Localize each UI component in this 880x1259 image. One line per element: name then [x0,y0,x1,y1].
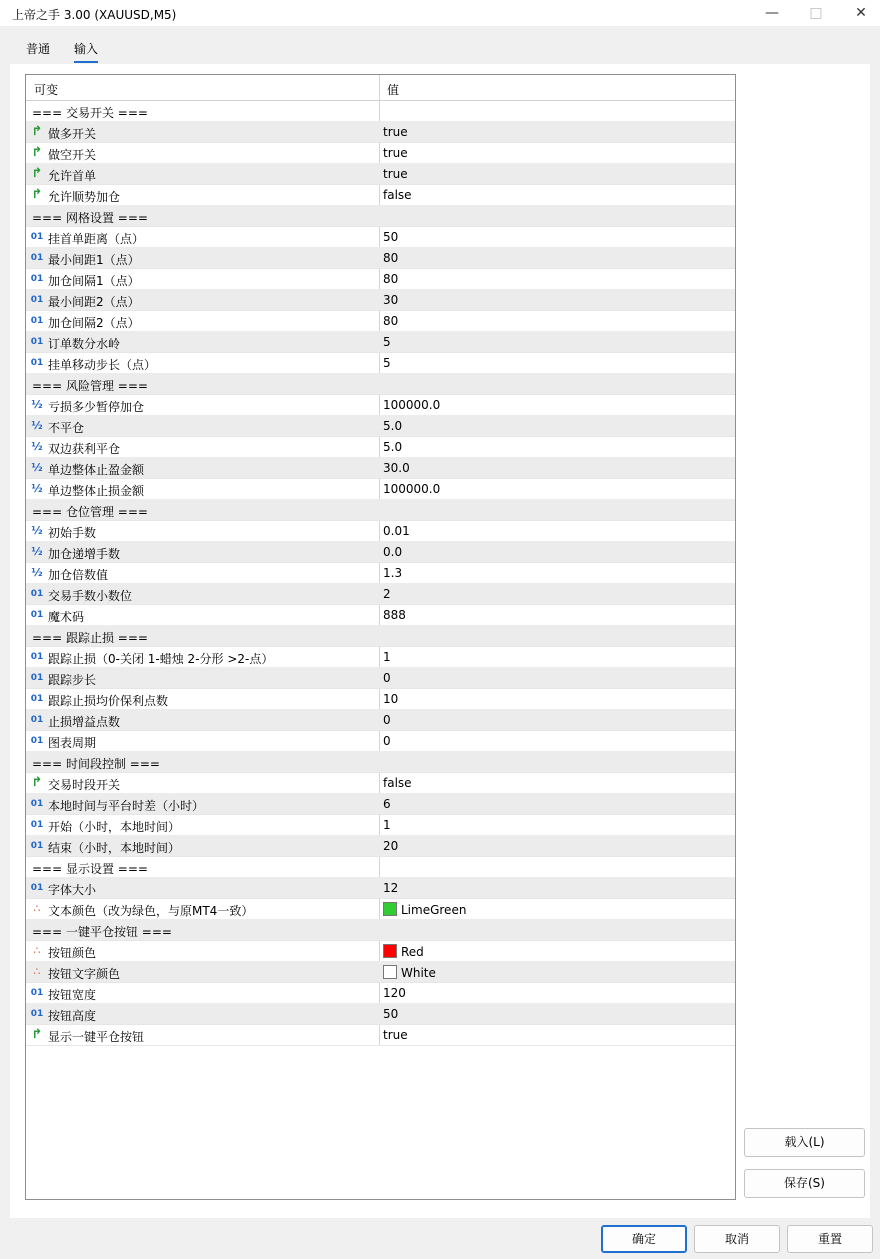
param-name: 按钮文字颜色 [48,967,121,981]
double-icon: ½ [31,545,43,558]
param-name: 加仓递增手数 [48,547,121,561]
double-icon: ½ [31,524,43,537]
param-row[interactable] [26,520,735,542]
param-name: === 交易开关 === [32,106,148,120]
integer-icon: 01 [30,736,44,746]
param-name: === 时间段控制 === [32,757,160,771]
color-swatch [383,902,397,916]
param-row[interactable] [26,268,735,290]
param-name: 加仓间隔1（点） [48,274,140,288]
param-value[interactable]: false [383,776,412,790]
param-name: 做空开关 [48,148,97,162]
integer-icon: 01 [30,988,44,998]
param-name: 结束（小时，本地时间） [48,841,181,855]
ok-button[interactable]: 确定 [601,1225,687,1253]
param-value[interactable]: true [383,146,408,160]
param-row[interactable] [26,604,735,626]
integer-icon: 01 [30,274,44,284]
maximize-icon[interactable]: □ [809,5,823,21]
param-value[interactable]: 100000.0 [383,482,441,496]
param-value[interactable]: 20 [383,839,399,853]
param-value[interactable] [383,965,436,980]
color-swatch [383,965,397,979]
integer-icon: 01 [30,841,44,851]
param-row[interactable] [26,583,735,605]
param-name: 字体大小 [48,883,97,897]
param-value[interactable]: 5.0 [383,419,403,433]
param-name: 跟踪步长 [48,673,97,687]
param-value[interactable]: 0.0 [383,545,403,559]
param-value[interactable]: 30.0 [383,461,410,475]
param-value[interactable]: 0 [383,671,391,685]
param-value[interactable]: 1.3 [383,566,403,580]
integer-icon: 01 [30,673,44,683]
param-row[interactable] [26,163,735,185]
param-value[interactable]: 120 [383,986,406,1000]
param-value[interactable] [383,902,466,917]
param-name: 跟踪止损（0-关闭 1-蜡烛 2-分形 >2-点） [48,652,274,666]
double-icon: ½ [31,398,43,411]
param-name: 做多开关 [48,127,97,141]
integer-icon: 01 [30,694,44,704]
param-name: 魔术码 [48,610,85,624]
param-name: 开始（小时，本地时间） [48,820,181,834]
param-value[interactable]: 1 [383,650,391,664]
param-row[interactable] [26,772,735,794]
cancel-button[interactable]: 取消 [694,1225,780,1253]
param-name: === 风险管理 === [32,379,148,393]
integer-icon: 01 [30,883,44,893]
load-button[interactable]: 载入(L) [744,1128,865,1157]
minimize-icon[interactable]: — [765,5,779,21]
integer-icon: 01 [30,715,44,725]
param-name: === 仓位管理 === [32,505,148,519]
param-name: 不平仓 [48,421,85,435]
param-name: 亏损多少暂停加仓 [48,400,145,414]
param-name: 允许首单 [48,169,97,183]
param-value[interactable]: 80 [383,272,399,286]
bool-arrow-icon: ↱ [31,1027,43,1042]
integer-icon: 01 [30,232,44,242]
double-icon: ½ [31,440,43,453]
param-row[interactable] [26,898,735,920]
integer-icon: 01 [30,337,44,347]
param-row[interactable] [26,814,735,836]
param-row[interactable] [26,184,735,206]
color-name: White [401,966,436,980]
color-dots-icon: ∴ [33,944,41,957]
param-row[interactable] [26,961,735,983]
section-row [26,100,735,122]
integer-icon: 01 [30,820,44,830]
param-row[interactable] [26,457,735,479]
param-row[interactable] [26,1003,735,1025]
param-value[interactable]: 80 [383,314,399,328]
param-value[interactable]: 100000.0 [383,398,441,412]
param-row[interactable] [26,226,735,248]
param-row[interactable] [26,940,735,962]
param-value[interactable]: 0 [383,734,391,748]
param-value[interactable]: 30 [383,293,399,307]
param-name: 订单数分水岭 [48,337,121,351]
param-value[interactable]: 50 [383,230,399,244]
param-row[interactable] [26,667,735,689]
param-row[interactable] [26,730,735,752]
param-value[interactable]: 5.0 [383,440,403,454]
param-row[interactable] [26,688,735,710]
param-name: 允许顺势加仓 [48,190,121,204]
integer-icon: 01 [30,253,44,263]
param-row[interactable] [26,436,735,458]
title-bar [0,0,880,26]
param-name: 交易手数小数位 [48,589,133,603]
param-name: 本地时间与平台时差（小时） [48,799,205,813]
section-row [26,373,735,395]
window-title: 上帝之手 3.00 (XAUUSD,M5) [12,8,177,22]
column-header-name: 可变 [34,83,59,97]
section-row [26,205,735,227]
param-value[interactable]: 5 [383,335,391,349]
column-header-value: 值 [387,83,400,97]
param-value[interactable]: 6 [383,797,391,811]
param-row[interactable] [26,289,735,311]
parameters-grid [25,74,736,1200]
param-value[interactable]: 888 [383,608,406,622]
param-value[interactable]: true [383,167,408,181]
param-name: 跟踪止损均价保利点数 [48,694,169,708]
integer-icon: 01 [30,610,44,620]
integer-icon: 01 [30,652,44,662]
param-row[interactable] [26,1024,735,1046]
param-row[interactable] [26,394,735,416]
param-name: 最小间距1（点） [48,253,140,267]
param-row[interactable] [26,877,735,899]
reset-button[interactable]: 重置 [787,1225,873,1253]
tab-bar [0,34,880,64]
param-row[interactable] [26,646,735,668]
param-row[interactable] [26,709,735,731]
grid-header [26,75,735,101]
param-value[interactable]: false [383,188,412,202]
integer-icon: 01 [30,1009,44,1019]
integer-icon: 01 [30,358,44,368]
param-value[interactable] [383,944,424,959]
param-row[interactable] [26,247,735,269]
param-row[interactable] [26,541,735,563]
bool-arrow-icon: ↱ [31,187,43,202]
tab-general[interactable]: 普通 [26,42,51,56]
param-value[interactable]: 50 [383,1007,399,1021]
param-name: 按钮宽度 [48,988,97,1002]
param-name: 挂首单距离（点） [48,232,145,246]
section-row [26,856,735,878]
close-icon[interactable]: ✕ [855,5,867,21]
param-name: 按钮高度 [48,1009,97,1023]
param-name: 双边获利平仓 [48,442,121,456]
color-name: Red [401,945,424,959]
param-row[interactable] [26,121,735,143]
param-name: === 显示设置 === [32,862,148,876]
param-name: 单边整体止损金额 [48,484,145,498]
double-icon: ½ [31,566,43,579]
section-row [26,625,735,647]
param-name: === 跟踪止损 === [32,631,148,645]
color-dots-icon: ∴ [33,902,41,915]
integer-icon: 01 [30,316,44,326]
param-value[interactable]: 5 [383,356,391,370]
param-name: 止损增益点数 [48,715,121,729]
param-name: 文本颜色（改为绿色，与原MT4一致） [48,904,254,918]
tab-inputs[interactable]: 输入 [74,42,99,56]
section-row [26,499,735,521]
double-icon: ½ [31,482,43,495]
integer-icon: 01 [30,295,44,305]
bool-arrow-icon: ↱ [31,166,43,181]
param-row[interactable] [26,415,735,437]
bool-arrow-icon: ↱ [31,145,43,160]
param-value[interactable]: 12 [383,881,399,895]
param-row[interactable] [26,793,735,815]
color-swatch [383,944,397,958]
param-name: 初始手数 [48,526,97,540]
param-row[interactable] [26,142,735,164]
param-name: 挂单移动步长（点） [48,358,157,372]
color-dots-icon: ∴ [33,965,41,978]
param-name: 图表周期 [48,736,97,750]
param-row[interactable] [26,562,735,584]
param-row[interactable] [26,352,735,374]
param-name: 显示一键平仓按钮 [48,1030,145,1044]
param-value[interactable]: 80 [383,251,399,265]
integer-icon: 01 [30,799,44,809]
param-name: 按钮颜色 [48,946,97,960]
param-row[interactable] [26,331,735,353]
param-value[interactable]: true [383,1028,408,1042]
bool-arrow-icon: ↱ [31,775,43,790]
section-row [26,919,735,941]
param-name: 加仓倍数值 [48,568,109,582]
param-name: === 网格设置 === [32,211,148,225]
param-value[interactable]: 0 [383,713,391,727]
param-row[interactable] [26,478,735,500]
param-name: 加仓间隔2（点） [48,316,140,330]
param-value[interactable]: 10 [383,692,399,706]
param-row[interactable] [26,982,735,1004]
color-name: LimeGreen [401,903,467,917]
double-icon: ½ [31,461,43,474]
double-icon: ½ [31,419,43,432]
save-button[interactable]: 保存(S) [744,1169,865,1198]
param-row[interactable] [26,310,735,332]
param-value[interactable]: 0.01 [383,524,410,538]
param-name: 交易时段开关 [48,778,121,792]
integer-icon: 01 [30,589,44,599]
param-value[interactable]: 2 [383,587,391,601]
section-row [26,751,735,773]
param-name: === 一键平仓按钮 === [32,925,172,939]
param-name: 单边整体止盈金额 [48,463,145,477]
param-row[interactable] [26,835,735,857]
bool-arrow-icon: ↱ [31,124,43,139]
param-name: 最小间距2（点） [48,295,140,309]
param-value[interactable]: 1 [383,818,391,832]
param-value[interactable]: true [383,125,408,139]
